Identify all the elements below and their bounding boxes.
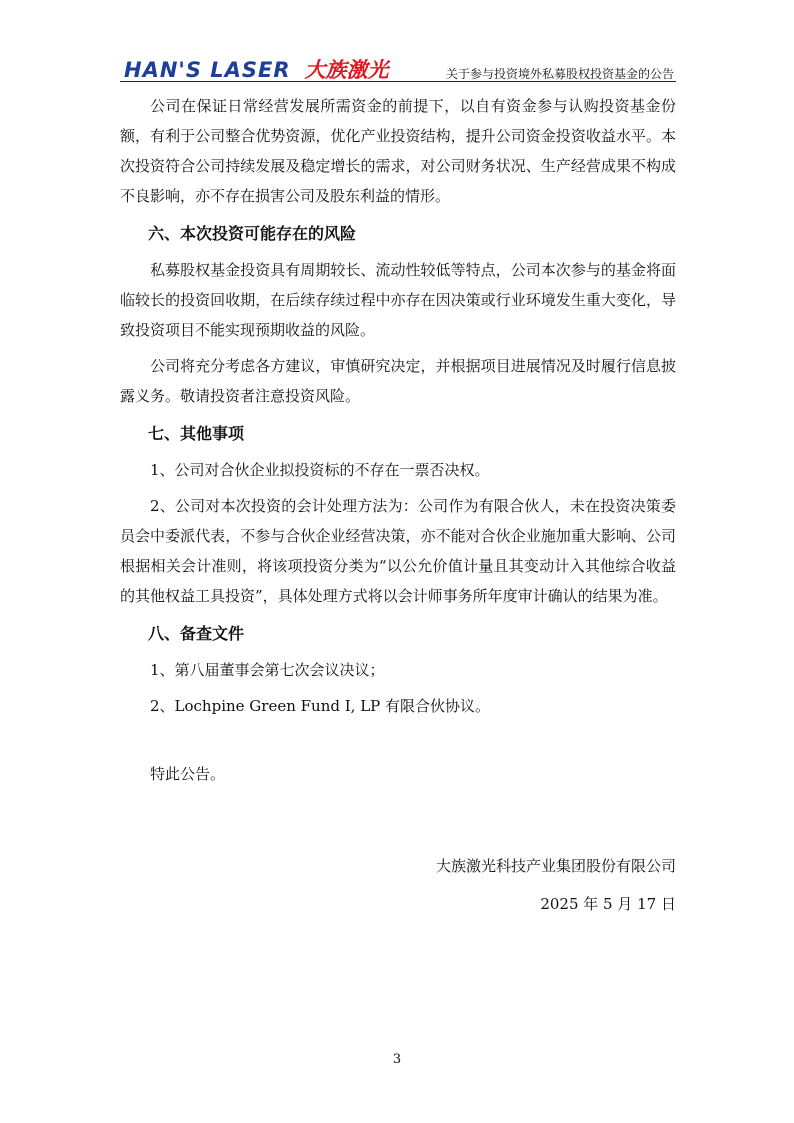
paragraph: 1、公司对合伙企业拟投资标的不存在一票否决权。 — [150, 461, 490, 479]
section-heading-other-matters: 七、其他事项 — [148, 424, 245, 443]
signature-date: 2025 年 5 月 17 日 — [540, 895, 676, 913]
company-logo — [124, 54, 389, 84]
logo-chinese: 大族激光 — [304, 58, 389, 82]
paragraph: 公司在保证日常经营发展所需资金的前提下，以自有资金参与认购投资基金份额，有利于公司整合优势资源，优化产业投资结构，提升公司资金投资收益水平。本次投资符合公司持续发展及稳定增长的需求，对公司财务状况、生产经营成果不构成不良影响，亦不存在损害公司及股东利益的情形。 — [120, 97, 676, 205]
paragraph: 2、公司对本次投资的会计处理方法为：公司作为有限合伙人，未在投资决策委员会中委派代表，不参与合伙企业经营决策，亦不能对合伙企业施加重大影响、公司根据相关会计准则，将该项投资分类为“以公允价值计量且其变动计入其他综合收益的其他权益工具投资”，具体处理方式将以会计师事务所年度审计确认的结果为准。 — [120, 497, 676, 605]
closing-statement: 特此公告。 — [150, 765, 226, 783]
section-heading-risks: 六、本次投资可能存在的风险 — [148, 224, 357, 243]
page-header — [120, 52, 676, 82]
header-doc-title: 关于参与投资境外私募股权投资基金的公告 — [445, 67, 674, 81]
paragraph: 私募股权基金投资具有周期较长、流动性较低等特点，公司本次参与的基金将面临较长的投资回收期，在后续存续过程中亦存在因决策或行业环境发生重大变化，导致投资项目不能实现预期收益的风险。 — [120, 261, 676, 339]
list-item: 2、Lochpine Green Fund I, LP 有限合伙协议。 — [150, 697, 491, 715]
document-body — [120, 91, 676, 919]
logo-english: HAN'S LASER — [124, 58, 291, 82]
header-divider — [120, 81, 676, 82]
list-item: 1、第八届董事会第七次会议决议； — [150, 661, 385, 679]
page-number: 3 — [392, 1052, 402, 1067]
paragraph: 公司将充分考虑各方建议，审慎研究决定，并根据项目进展情况及时履行信息披露义务。敬请投资者注意投资风险。 — [120, 357, 676, 405]
signature-company: 大族激光科技产业集团股份有限公司 — [435, 857, 676, 875]
section-heading-reference-docs: 八、备查文件 — [148, 624, 245, 643]
